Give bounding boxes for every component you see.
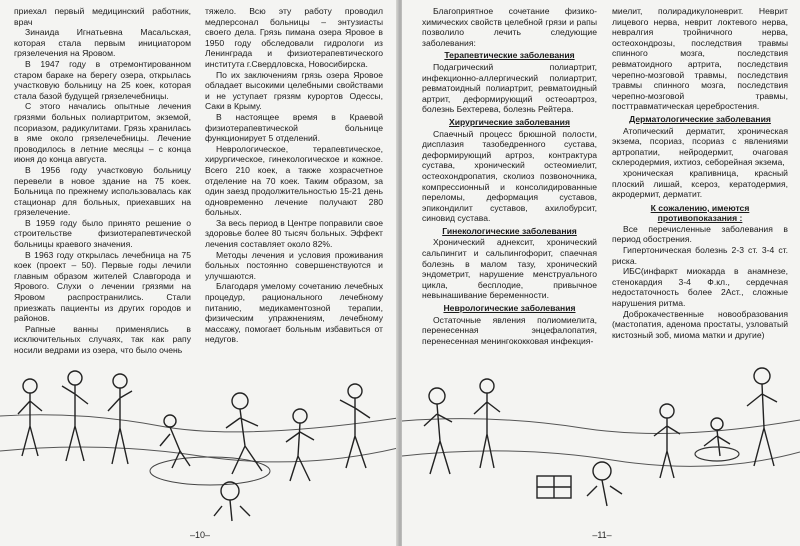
contraindications-text: Все перечисленные заболевания в период обострения. xyxy=(612,223,788,245)
contraindications-heading-1: К сожалению, имеются xyxy=(650,202,750,213)
intro-paragraph: Благоприятное сочетание физико-химических свойств целебной грязи и рапы позволило лечить следующие заболевания: xyxy=(422,6,597,48)
contraindication-item: Доброкачественные новообразования (мастопатия, аденома простаты, узловатый кистозный зоб, миома матки и другие) xyxy=(612,308,788,340)
right-column-1 xyxy=(422,6,597,346)
paragraph: Рапные ванны применялись в исключительных случаях, так как рапу носили ведрами из озера, что было очень xyxy=(14,323,191,355)
left-page xyxy=(0,0,398,546)
contraindications-heading-2: противопоказания : xyxy=(657,213,743,224)
paragraph: В 1956 году участковую больницу перевели в новое здание на 75 коек. Больница по прежнему использовалась как стационар для больных, приехавших на грязелечение. xyxy=(14,164,191,218)
paragraph: В 1963 году открылась лечебница на 75 коек (проект – 50). Первые годы лечили главным образом жителей Славгорода и Ярового. Слухи о лечении грязями на Яровом распространились. Стали приезжать пациенты из других городов и районов. xyxy=(14,249,191,324)
paragraph: В 1959 году было принято решение о строительстве физиотерапевтической больницы краевого значения. xyxy=(14,217,191,250)
left-column-1 xyxy=(14,6,191,356)
dermatology-heading: Дерматологические заболевания xyxy=(629,113,771,124)
neurology-text-cont: миелит, полирадикулоневрит. Неврит лицевого нерва, неврит локтевого нерва, невралгия тройничного нерва, остеохондрозы, последствия травмы спинного мозга, последствия ревматоидного артрита, последствия черепно-мозговой травмы, последствия травмы спинного мозга, последствия черепно-мозговой травмы, посттравматическая церебростения. xyxy=(612,6,788,112)
paragraph: тяжело. Всю эту работу проводил медперсонал больницы – энтузиасты своего дела. Грязь пимана озера Яровое в 1950 году обследовали гидрологи из Ленинграда и физиотерапевтического института г.Свердловска, Новосибирска. xyxy=(205,6,383,69)
left-column-2 xyxy=(205,6,383,345)
dermatology-text-2: хроническая крапивница, красный плоский лишай, ксероз, кератодермия, акродермит, дерматит. xyxy=(612,167,788,200)
surgery-text: Спаечный процесс брюшной полости, дисплазия тазобедренного сустава, деформирующий артроз, контрактура сустава, хронический остеомиелит, остеохондропатия, сколиоз позвоночника, компрессионный и консолидированные переломы, деформация суставов, эпикондилит суставов, ахилобурсит, синовид сустава. xyxy=(422,128,597,224)
therapy-heading: Терапевтические заболевания xyxy=(444,50,575,61)
page-number-left: –10– xyxy=(189,530,211,540)
paragraph: Неврологическое, терапевтическое, хирургическое, гинекологическое и кожное. Всего 210 коек, а также хозрасчетное отделение на 70 коек. Таким образом, за один заезд продолжительностью 15-21 день одновременно лечение получают 280 больных. xyxy=(205,143,383,218)
right-column-2 xyxy=(612,6,788,340)
paragraph: В настоящее время в Краевой физиотерапевтической больнице функционирует 5 отделений. xyxy=(205,111,383,144)
gynecology-text: Хронический аднексит, хронический сальпингит и сальпингофорит, спаечная болезнь в малом тазу, хронический эндометрит, нарушение менструального цикла, бесплодие, привычное невынашивание беременности. xyxy=(422,237,597,301)
paragraph: приехал первый медицинский работник, врач xyxy=(14,6,191,27)
dermatology-text: Атопический дерматит, хроническая экзема, псориаз, псориаз с явлениями артропатии, нейродермит, очаговая склеродермия, ихтиоз, себорейная экзема, xyxy=(612,125,788,168)
paragraph: В 1947 году в отремонтированном старом бараке на берегу озера, открылась участковую больницу на 25 коек, которая стала базой будущей грязелечебницы. xyxy=(14,58,191,101)
contraindication-item: Гипертоническая болезнь 2-3 ст. 3-4 ст. риска. xyxy=(612,245,788,266)
paragraph: Методы лечения и условия проживания больных постоянно совершенствуются и улучшаются. xyxy=(205,249,383,281)
contraindication-item: ИБС(инфаркт миокарда в анамнезе, стенокардия 3-4 Ф.кл., сердечная недостаточность более 2Аст., сложные нарушения ритма. xyxy=(612,266,788,309)
paragraph: С этого начались опытные лечения грязями больных полиартритом, экземой, псориазом, радикулитами. Грязь хранилась в яме около грязелечебницы. Лечение проводилось в летние месяцы – с конца июня до конца августа. xyxy=(14,101,191,165)
paragraph: За весь период в Центре поправили свое здоровье более 80 тысяч больных. Эффект лечения составляет около 82%. xyxy=(205,217,383,250)
paragraph: Зинаида Игнатьевна Масальская, которая стала первым инициатором грязелечения на Яровом. xyxy=(14,27,191,59)
surgery-heading: Хирургические заболевания xyxy=(449,116,570,127)
paragraph: Благодаря умелому сочетанию лечебных процедур, рационального лечебному питанию, медикаментозной терапии, физическим упражнениям, лечебному массажу, помогает больным избавиться от недугов. xyxy=(205,281,383,345)
neurology-heading: Неврологические заболевания xyxy=(443,303,576,314)
beach-illustration-right xyxy=(402,356,800,526)
paragraph: По их заключениям грязь озера Яровое обладает высокими целебными свойствами и не уступает грязям курортов Одессы, Саки в Крыму. xyxy=(205,69,383,112)
right-page xyxy=(402,0,800,546)
therapy-text: Подагрический полиартрит, инфекционно-аллергический полиартрит, ревматоидный полиартрит, ревматоидный артрит, деформирующий остеоартроз, болезнь Бехтерева, болезнь Рейтера. xyxy=(422,61,597,115)
page-number-right: –11– xyxy=(592,530,612,540)
beach-illustration-left xyxy=(0,356,398,526)
neurology-text: Остаточные явления полиомиелита, перенесенная энцефалопатия, перенесенная менингококковая инфекция- xyxy=(422,314,597,346)
gynecology-heading: Гинекологические заболевания xyxy=(442,225,577,236)
